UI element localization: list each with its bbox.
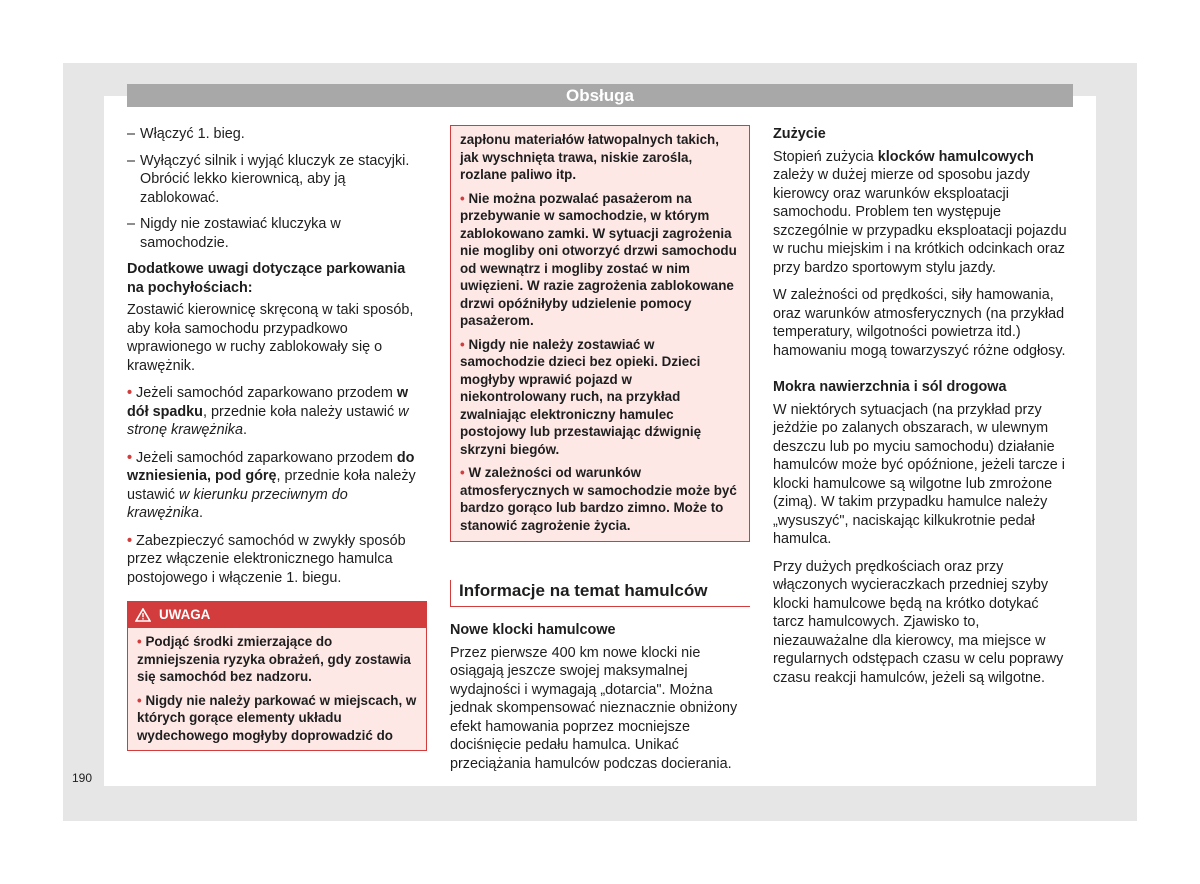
- red-bullet-icon: •: [127, 385, 133, 401]
- page-number: 190: [72, 771, 93, 785]
- warning-item: • Nigdy nie należy parkować w miejscach, w których gorące elementy układu wydechowego mogłyby doprowadzić do: [137, 692, 417, 743]
- red-bullet-icon: •: [127, 449, 133, 466]
- red-bullet-icon: •: [460, 465, 465, 480]
- warning-header: [128, 602, 426, 628]
- red-bullet-icon: •: [137, 634, 142, 649]
- paragraph: Przez pierwsze 400 km nowe klocki nie osiągają jeszcze swojej maksymalnej wydajności i wymagają „dotarcia". Można jednak skompensować nieznacznie obniżony efekt hamowania poprzez mocniejsze dociśnięcie pedału hamulca. Unikać przeciążania hamulców podczas docierania.: [450, 644, 738, 772]
- paragraph: Przy dużych prędkościach oraz przy włączonych wycieraczkach przedniej szyby klocki hamulcowe będą na krótko dotykać tarcz hamulcowych. Zjawisko to, niezauważalne dla kierowcy, ma miejsce w regularnych odstępach czasu w celu poprawy czasu reakcji hamulców, jeżeli są wilgotne.: [773, 558, 1064, 686]
- dash-item: – Włączyć 1. bieg.: [127, 126, 245, 142]
- red-bullet-icon: •: [127, 532, 133, 549]
- warning-box-continued: [450, 125, 750, 542]
- column-3: [773, 125, 1073, 687]
- red-bullet-icon: •: [137, 692, 142, 708]
- bullet-item: • Zabezpieczyć samochód w zwykły sposób przez włączenie elektronicznego hamulca postojowego i włączenie 1. biegu.: [127, 532, 406, 586]
- warning-item: • W zależności od warunków atmosferycznych w samochodzie może być bardzo gorąco lub bardzo zimno. Może to stanowić zagrożenie życia.: [460, 465, 737, 533]
- paragraph: Zostawić kierownicę skręconą w taki sposób, aby koła samochodu przypadkowo wprawionego w ruchy zablokowały się o krawężnik.: [127, 302, 414, 374]
- column-2: [450, 125, 750, 773]
- column-1: [127, 125, 419, 751]
- subheading: Zużycie: [773, 126, 826, 142]
- subheading: Dodatkowe uwagi dotyczące parkowania na pochyłościach:: [127, 261, 406, 296]
- warning-triangle-icon: [135, 608, 151, 622]
- red-bullet-icon: •: [460, 336, 465, 352]
- warning-title: UWAGA: [159, 607, 211, 622]
- warning-item: • Nigdy nie należy zostawiać w samochodzie dzieci bez opieki. Dzieci mogłyby wprawić pojazd w niekontrolowany ruch, na przykład zwalniając elektroniczny hamulec postojowy lub przestawiając dźwignię skrzyni biegów.: [460, 336, 702, 457]
- red-bullet-icon: •: [460, 190, 465, 206]
- paragraph: W niektórych sytuacjach (na przykład przy jeżdżie po zalanych obszarach, w ulewnym deszczu lub po myciu samochodu) działanie hamulców może być opóźnione, jeżeli tarcze i klocki hamulcowe są wilgotne lub zmrożone (zimą). W takim przypadku hamulce należy „wysuszyć", naciskając kilkukrotnie pedał hamulca.: [773, 401, 1065, 547]
- bullet-item: • Jeżeli samochód zaparkowano przodem w dół spadku, przednie koła należy ustawić w stronę krawężnika.: [127, 385, 409, 438]
- warning-item: • Nie można pozwalać pasażerom na przebywanie w samochodzie, w którym zablokowano zamki. W sytuacji zagrożenia nie mogliby oni otworzyć drzwi samochodu od wewnątrz i mogliby zostać w nim uwięzieni. W razie zagrożenia zablokowane drzwi opóźniłyby udzielenie pomocy pasażerom.: [460, 190, 737, 328]
- paragraph: Stopień zużycia klocków hamulcowych zależy w dużej mierze od sposobu jazdy kierowcy oraz warunków eksploatacji samochodu. Problem ten występuje szczególnie w przypadku eksploatacji pojazdu w ruchu miejskim i na krótkich odcinkach oraz przy bardzo sportowym stylu jazdy.: [773, 148, 1067, 276]
- page-header: Obsługa: [127, 84, 1073, 107]
- warning-item: • Podjąć środki zmierzające do zmniejszenia ryzyka obrażeń, gdy zostawia się samochód bez nadzoru.: [137, 634, 411, 684]
- subheading: Nowe klocki hamulcowe: [450, 622, 616, 638]
- warning-box: [127, 601, 427, 751]
- subheading: Mokra nawierzchnia i sól drogowa: [773, 379, 1007, 395]
- bullet-item: • Jeżeli samochód zaparkowano przodem do wzniesienia, pod górę, przednie koła należy ustawić w kierunku przeciwnym do krawężnika.: [127, 449, 416, 521]
- dash-item: – Wyłączyć silnik i wyjąć kluczyk ze stacyjki. Obrócić lekko kierownicą, aby ją zablokować.: [127, 152, 410, 206]
- section-title: Informacje na temat hamulców: [450, 580, 750, 607]
- paragraph: W zależności od prędkości, siły hamowania, oraz warunków atmosferycznych (na przykład temperatury, wilgotności powietrza itd.) hamowaniu mogą towarzyszyć różne odgłosy.: [773, 287, 1066, 359]
- warning-item: zapłonu materiałów łatwopalnych takich, jak wyschnięta trawa, niskie zarośla, rozlane paliwo itp.: [460, 132, 719, 182]
- dash-item: – Nigdy nie zostawiać kluczyka w samochodzie.: [127, 216, 341, 251]
